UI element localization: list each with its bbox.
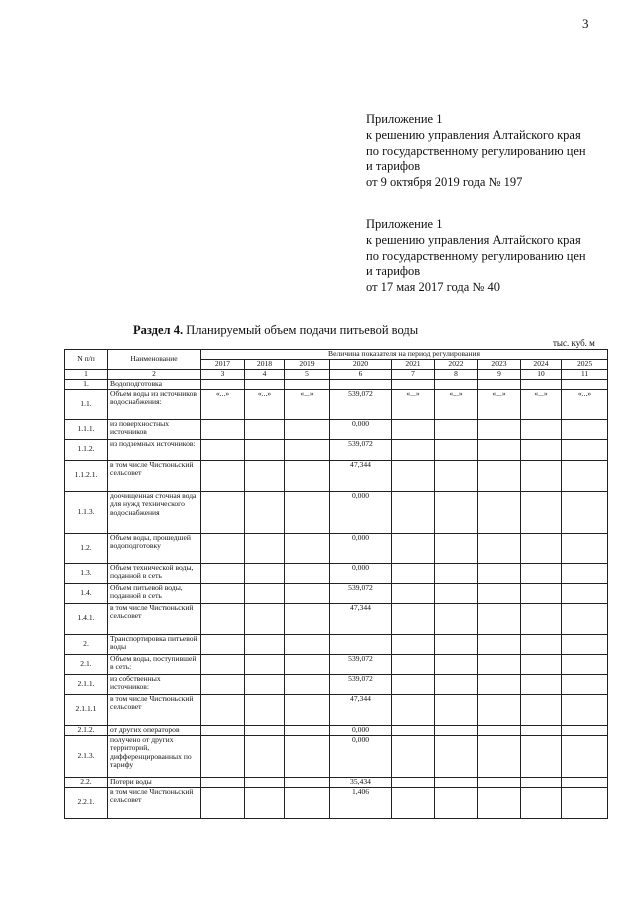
value-2017 [201, 460, 245, 491]
units-label: тыс. куб. м [553, 338, 595, 348]
value-2022 [435, 379, 478, 389]
appendix-line: по государственному регулированию цен [366, 248, 586, 263]
value-2025 [562, 787, 608, 818]
section-label: Раздел 4. [133, 323, 184, 337]
value-2020 [330, 634, 392, 654]
value-2021 [392, 439, 435, 460]
value-2022 [435, 533, 478, 563]
value-2017 [201, 533, 245, 563]
row-number: 1.4. [65, 583, 108, 603]
column-index-cell: 3 [201, 370, 245, 380]
table-row [65, 634, 608, 654]
column-index-cell: 10 [521, 370, 562, 380]
value-2018: «...» [245, 389, 285, 419]
section-heading: Планируемый объем подачи питьевой воды [183, 323, 419, 337]
row-number: 1. [65, 379, 108, 389]
year-header-2018: 2018 [245, 360, 285, 370]
appendix-previous [366, 217, 586, 296]
value-2025 [562, 460, 608, 491]
row-name: Объем воды, прошедшей водоподготовку [108, 533, 201, 563]
value-2022 [435, 563, 478, 583]
value-2023: «...» [478, 389, 521, 419]
row-name: Транспортировка питьевой воды [108, 634, 201, 654]
value-2019 [285, 379, 330, 389]
value-2024 [521, 725, 562, 735]
table-row [65, 491, 608, 533]
value-2017: «...» [201, 389, 245, 419]
value-2025 [562, 694, 608, 725]
value-2020: 47,344 [330, 694, 392, 725]
value-2025: «...» [562, 389, 608, 419]
row-number: 2.2. [65, 777, 108, 787]
value-2025 [562, 379, 608, 389]
value-2019 [285, 533, 330, 563]
value-2019 [285, 563, 330, 583]
value-2024 [521, 379, 562, 389]
value-2021 [392, 674, 435, 694]
value-2018 [245, 654, 285, 674]
value-2024 [521, 533, 562, 563]
value-2017 [201, 634, 245, 654]
row-name: в том числе Чистюньский сельсовет [108, 694, 201, 725]
value-2022 [435, 725, 478, 735]
value-2022 [435, 419, 478, 439]
value-2024 [521, 735, 562, 777]
value-2017 [201, 735, 245, 777]
value-2021 [392, 379, 435, 389]
value-2017 [201, 694, 245, 725]
row-name: Объем воды из источников водоснабжения: [108, 389, 201, 419]
col-num-header: N п/п [65, 350, 108, 370]
value-2025 [562, 654, 608, 674]
value-2024 [521, 491, 562, 533]
value-2025 [562, 491, 608, 533]
value-2023 [478, 583, 521, 603]
value-2018 [245, 563, 285, 583]
row-name: от других операторов [108, 725, 201, 735]
value-2017 [201, 725, 245, 735]
column-index-cell: 2 [108, 370, 201, 380]
value-2021 [392, 491, 435, 533]
value-2025 [562, 735, 608, 777]
value-2024 [521, 419, 562, 439]
row-number: 1.2. [65, 533, 108, 563]
table-row [65, 583, 608, 603]
appendix-line: и тарифов [366, 159, 421, 174]
appendix-line: Приложение 1 [366, 112, 443, 126]
row-number: 1.1.2.1. [65, 460, 108, 491]
value-2024 [521, 460, 562, 491]
value-2022 [435, 654, 478, 674]
table-row [65, 563, 608, 583]
appendix-line: от 17 мая 2017 года № 40 [366, 280, 500, 295]
value-2017 [201, 419, 245, 439]
value-2021 [392, 583, 435, 603]
value-2024 [521, 694, 562, 725]
value-2020: 539,072 [330, 389, 392, 419]
value-2023 [478, 533, 521, 563]
value-2020: 539,072 [330, 439, 392, 460]
value-2018 [245, 735, 285, 777]
column-index-cell: 6 [330, 370, 392, 380]
value-2017 [201, 787, 245, 818]
value-2017 [201, 654, 245, 674]
value-2020: 539,072 [330, 674, 392, 694]
table-row [65, 777, 608, 787]
row-number: 1.1. [65, 389, 108, 419]
value-2021 [392, 787, 435, 818]
value-2024: «...» [521, 389, 562, 419]
year-header-2020: 2020 [330, 360, 392, 370]
value-2025 [562, 634, 608, 654]
value-2022: «...» [435, 389, 478, 419]
value-2022 [435, 491, 478, 533]
table-row [65, 533, 608, 563]
value-2019 [285, 419, 330, 439]
value-2025 [562, 533, 608, 563]
value-2023 [478, 725, 521, 735]
value-2019 [285, 603, 330, 634]
period-header: Величина показателя на период регулирования [201, 350, 608, 360]
value-2025 [562, 563, 608, 583]
table-row [65, 389, 608, 419]
value-2025 [562, 603, 608, 634]
value-2022 [435, 460, 478, 491]
year-header-2021: 2021 [392, 360, 435, 370]
value-2024 [521, 777, 562, 787]
value-2021 [392, 533, 435, 563]
value-2019 [285, 735, 330, 777]
value-2019 [285, 725, 330, 735]
value-2017 [201, 583, 245, 603]
value-2024 [521, 439, 562, 460]
table-row [65, 654, 608, 674]
row-number: 1.3. [65, 563, 108, 583]
column-index-cell: 4 [245, 370, 285, 380]
appendix-line: Приложение 1 [366, 217, 443, 231]
row-name: в том числе Чистюньский сельсовет [108, 460, 201, 491]
appendix-line: и тарифов [366, 264, 421, 279]
value-2019 [285, 634, 330, 654]
value-2020: 47,344 [330, 603, 392, 634]
value-2025 [562, 777, 608, 787]
value-2019 [285, 694, 330, 725]
row-name: в том числе Чистюньский сельсовет [108, 787, 201, 818]
table-row [65, 460, 608, 491]
value-2018 [245, 777, 285, 787]
value-2021 [392, 654, 435, 674]
column-index-cell: 1 [65, 370, 108, 380]
value-2020: 539,072 [330, 654, 392, 674]
value-2020 [330, 379, 392, 389]
value-2021 [392, 460, 435, 491]
value-2020: 1,406 [330, 787, 392, 818]
column-index-cell: 11 [562, 370, 608, 380]
value-2023 [478, 491, 521, 533]
table-row [65, 603, 608, 634]
year-header-2025: 2025 [562, 360, 608, 370]
year-header-2022: 2022 [435, 360, 478, 370]
value-2021 [392, 694, 435, 725]
value-2019 [285, 460, 330, 491]
value-2024 [521, 654, 562, 674]
column-index-cell: 7 [392, 370, 435, 380]
appendix-current [366, 112, 586, 191]
year-header-2024: 2024 [521, 360, 562, 370]
value-2020: 35,434 [330, 777, 392, 787]
value-2024 [521, 603, 562, 634]
value-2020: 0,000 [330, 725, 392, 735]
value-2023 [478, 787, 521, 818]
year-header-2017: 2017 [201, 360, 245, 370]
table-row [65, 439, 608, 460]
value-2022 [435, 583, 478, 603]
row-name: в том числе Чистюньский сельсовет [108, 603, 201, 634]
value-2024 [521, 583, 562, 603]
value-2018 [245, 694, 285, 725]
year-header-2019: 2019 [285, 360, 330, 370]
appendix-line: к решению управления Алтайского края [366, 232, 581, 247]
value-2023 [478, 694, 521, 725]
value-2020: 47,344 [330, 460, 392, 491]
value-2019 [285, 491, 330, 533]
value-2018 [245, 787, 285, 818]
row-name: из поверхностных источников [108, 419, 201, 439]
row-number: 1.1.1. [65, 419, 108, 439]
row-name: из подземных источников: [108, 439, 201, 460]
row-name: получено от других территорий, дифференцированных по тарифу [108, 735, 201, 777]
row-number: 2.1. [65, 654, 108, 674]
value-2022 [435, 439, 478, 460]
value-2018 [245, 674, 285, 694]
value-2019 [285, 777, 330, 787]
value-2023 [478, 419, 521, 439]
value-2023 [478, 460, 521, 491]
value-2021 [392, 725, 435, 735]
value-2023 [478, 563, 521, 583]
value-2021 [392, 735, 435, 777]
value-2021 [392, 563, 435, 583]
value-2018 [245, 491, 285, 533]
value-2018 [245, 583, 285, 603]
row-number: 2.1.3. [65, 735, 108, 777]
row-name: Водоподготовка [108, 379, 201, 389]
value-2019 [285, 583, 330, 603]
column-index-cell: 5 [285, 370, 330, 380]
value-2021: «...» [392, 389, 435, 419]
row-number: 2.1.2. [65, 725, 108, 735]
table-row [65, 735, 608, 777]
row-name: Потери воды [108, 777, 201, 787]
row-name: доочищенная сточная вода для нужд технического водоснабжения [108, 491, 201, 533]
value-2024 [521, 634, 562, 654]
water-volume-table [64, 349, 608, 819]
table-row [65, 725, 608, 735]
row-number: 2.2.1. [65, 787, 108, 818]
year-header-2023: 2023 [478, 360, 521, 370]
value-2022 [435, 694, 478, 725]
page-number: 3 [582, 16, 589, 31]
value-2018 [245, 460, 285, 491]
value-2021 [392, 777, 435, 787]
value-2025 [562, 439, 608, 460]
value-2024 [521, 563, 562, 583]
value-2020: 539,072 [330, 583, 392, 603]
appendix-line: от 9 октября 2019 года № 197 [366, 175, 523, 190]
value-2022 [435, 634, 478, 654]
table-row [65, 787, 608, 818]
value-2025 [562, 419, 608, 439]
value-2023 [478, 777, 521, 787]
value-2018 [245, 419, 285, 439]
value-2022 [435, 777, 478, 787]
value-2019 [285, 439, 330, 460]
value-2019: «...» [285, 389, 330, 419]
value-2019 [285, 787, 330, 818]
row-name: Объем питьевой воды, поданной в сеть [108, 583, 201, 603]
row-number: 2.1.1.1 [65, 694, 108, 725]
value-2025 [562, 583, 608, 603]
value-2022 [435, 603, 478, 634]
value-2023 [478, 674, 521, 694]
value-2025 [562, 674, 608, 694]
section-title [133, 323, 418, 338]
row-number: 1.4.1. [65, 603, 108, 634]
row-name: Объем технической воды, поданной в сеть [108, 563, 201, 583]
value-2023 [478, 603, 521, 634]
value-2020: 0,000 [330, 563, 392, 583]
column-index-cell: 9 [478, 370, 521, 380]
value-2017 [201, 777, 245, 787]
value-2023 [478, 379, 521, 389]
value-2018 [245, 379, 285, 389]
value-2024 [521, 787, 562, 818]
appendix-line: по государственному регулированию цен [366, 143, 586, 158]
row-name: Объем воды, поступившей в сеть: [108, 654, 201, 674]
value-2023 [478, 735, 521, 777]
value-2020: 0,000 [330, 419, 392, 439]
row-number: 1.1.3. [65, 491, 108, 533]
value-2020: 0,000 [330, 533, 392, 563]
value-2020: 0,000 [330, 735, 392, 777]
value-2017 [201, 491, 245, 533]
value-2023 [478, 654, 521, 674]
value-2017 [201, 439, 245, 460]
value-2022 [435, 735, 478, 777]
row-number: 1.1.2. [65, 439, 108, 460]
value-2017 [201, 379, 245, 389]
value-2023 [478, 634, 521, 654]
value-2022 [435, 674, 478, 694]
row-number: 2.1.1. [65, 674, 108, 694]
value-2021 [392, 634, 435, 654]
appendix-line: к решению управления Алтайского края [366, 127, 581, 142]
value-2018 [245, 725, 285, 735]
value-2025 [562, 725, 608, 735]
value-2019 [285, 654, 330, 674]
value-2021 [392, 419, 435, 439]
table-row [65, 694, 608, 725]
table-row [65, 379, 608, 389]
value-2017 [201, 563, 245, 583]
value-2019 [285, 674, 330, 694]
table-row [65, 674, 608, 694]
table-row [65, 419, 608, 439]
value-2022 [435, 787, 478, 818]
value-2021 [392, 603, 435, 634]
row-number: 2. [65, 634, 108, 654]
column-index-cell: 8 [435, 370, 478, 380]
row-name: из собственных источников: [108, 674, 201, 694]
value-2017 [201, 603, 245, 634]
value-2017 [201, 674, 245, 694]
value-2020: 0,000 [330, 491, 392, 533]
value-2018 [245, 533, 285, 563]
value-2018 [245, 439, 285, 460]
col-name-header: Наименование [108, 350, 201, 370]
value-2023 [478, 439, 521, 460]
value-2018 [245, 634, 285, 654]
value-2024 [521, 674, 562, 694]
value-2018 [245, 603, 285, 634]
